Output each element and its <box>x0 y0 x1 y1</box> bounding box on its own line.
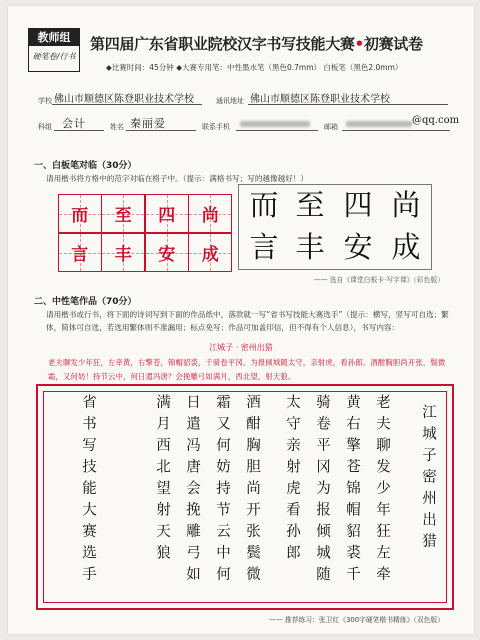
name-value: 秦丽爱 <box>130 117 166 130</box>
phone-label: 联系手机 <box>202 123 230 131</box>
poem-column: 酒酣胸胆尚开张鬓微 <box>244 394 260 588</box>
title-main: 第四届广东省职业院校汉字书写技能大赛 <box>90 35 355 53</box>
written-char: 至 <box>295 188 325 222</box>
poem-column: 霜又何妨持节云中何 <box>214 394 230 588</box>
poem-column: 太守亲射虎看孙郎 <box>284 394 300 566</box>
copy-cell: 言 <box>58 233 102 273</box>
school-value: 佛山市顺德区陈登职业技术学校 <box>54 94 194 105</box>
written-char: 四 <box>343 188 373 222</box>
section1-instruction: 请用楷书将方格中的范字对临在格子中。（提示：满格书写；写的越像越好！） <box>46 174 308 183</box>
name-label: 姓名 <box>110 123 124 131</box>
address-underline <box>248 104 448 105</box>
recommend-note: —— 推荐练习：张卫红《300字硬笔楷书精练》（双色版） <box>269 616 444 624</box>
copy-cell: 丰 <box>101 233 145 273</box>
poem-column: 黄右擎苍锦帽貂裘千 <box>344 394 360 588</box>
copy-cell: 尚 <box>188 194 232 234</box>
poem-text: 老夫聊发少年狂，左牵黄，右擎苍，锦帽貂裘，千骑卷平冈。为报倾城随太守，亲射虎，看孙郎。酒酣胸胆尚开张，鬓微霜，又何妨！持节云中，何日遣冯唐？会挽雕弓如满月，西北望，射天狼。 <box>48 358 446 381</box>
copy-cell: 安 <box>145 233 189 273</box>
section1-source: —— 选自《课堂白板卡·写字课》（彩色版） <box>313 276 444 284</box>
written-char: 丰 <box>295 230 325 264</box>
written-char: 成 <box>391 230 421 264</box>
poem-column: 骑卷平冈为报倾城随 <box>314 394 330 588</box>
section2-instruction: 请用楷书或行书，将下面的诗词写到下面的作品纸中，落款就一写“省书写技能大赛选手”（提示：横写，竖写可自选；繁体，简体可自选，若选用繁体则不准漏用；标点免写；作品可加盖印信，但不得有个人信息），书写内容： <box>46 310 449 332</box>
written-char: 而 <box>249 188 279 222</box>
badge-top: 教师组 <box>29 29 79 46</box>
subject-label: 科组 <box>38 123 52 131</box>
work-frame <box>36 384 454 610</box>
school-underline <box>52 104 202 105</box>
poem-column: 老夫聊发少年狂左牵 <box>374 394 390 588</box>
poem-title: 江城子 · 密州出猎 <box>209 343 273 352</box>
school-label: 学校 <box>38 97 52 105</box>
exam-sheet <box>8 6 474 634</box>
written-char: 安 <box>343 230 373 264</box>
copy-cell: 而 <box>58 194 102 234</box>
phone-redacted <box>240 121 310 127</box>
written-char: 言 <box>249 230 279 264</box>
title-dot: • <box>354 35 364 53</box>
email-redacted <box>346 121 412 127</box>
poem-column: 满月西北望射天狼 <box>154 394 170 566</box>
subject-underline <box>54 130 104 131</box>
email-value: @qq.com <box>412 115 460 126</box>
exam-title <box>90 33 423 54</box>
group-badge <box>28 28 80 72</box>
address-value: 佛山市顺德区陈登职业技术学校 <box>250 94 390 105</box>
subject-value: 会计 <box>62 117 86 130</box>
copy-cell: 四 <box>145 194 189 234</box>
poem-column: 江城子密州出猎 <box>420 404 436 555</box>
copy-cell: 成 <box>188 233 232 273</box>
email-underline <box>342 130 450 131</box>
exam-subtitle: ◆比赛时间：45分钟 ◆大赛专用笔：中性墨水笔（黑色0.7mm） 白板笔（黑色2.0mm） <box>106 63 403 72</box>
title-sub: 初赛试卷 <box>363 35 423 53</box>
poem-column: 日遣冯唐会挽雕弓如 <box>184 394 200 588</box>
copy-grid <box>58 194 232 272</box>
phone-underline <box>236 130 318 131</box>
email-label: 邮箱 <box>324 123 338 131</box>
section1-heading: 一、白板笔对临（30分） <box>34 161 137 171</box>
badge-bottom: 硬笔卷/行书 <box>32 52 76 61</box>
address-label: 通讯地址 <box>216 97 244 105</box>
section2-heading: 二、中性笔作品（70分） <box>34 297 137 307</box>
signature-column: 省书写技能大赛选手 <box>80 394 96 588</box>
copy-cell: 至 <box>101 194 145 234</box>
written-grid <box>238 184 432 270</box>
written-char: 尚 <box>391 188 421 222</box>
name-underline <box>126 130 196 131</box>
